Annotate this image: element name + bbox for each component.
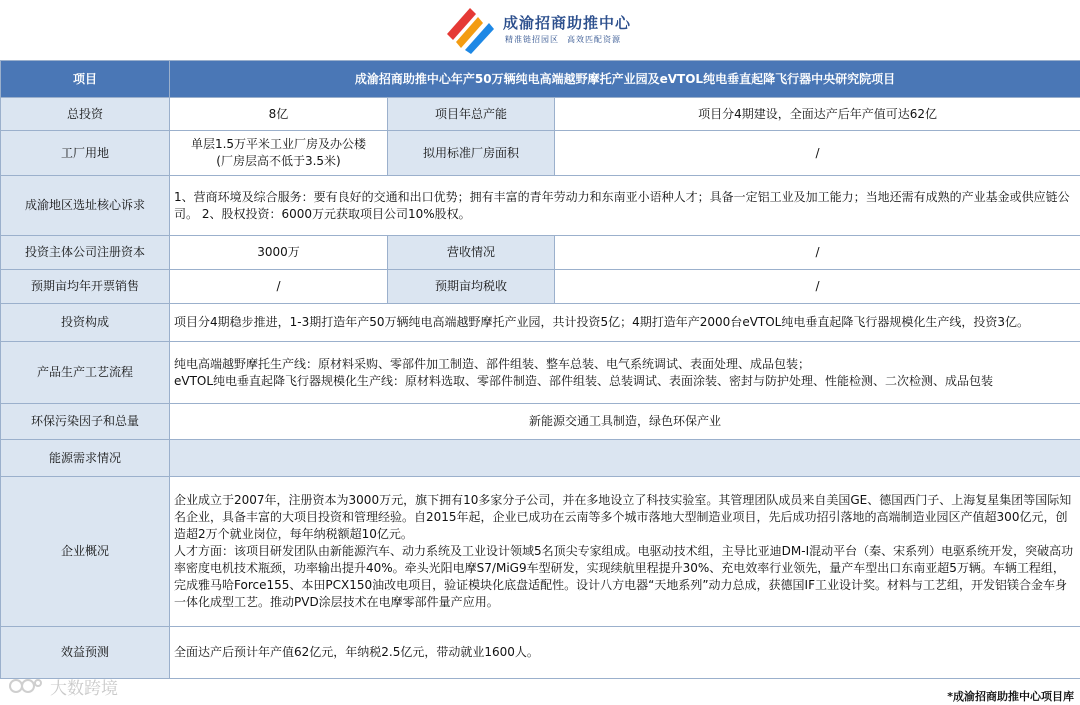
table-row [1,131,1080,176]
land-value [170,131,388,176]
company-para-intro: 企业成立于2007年，注册资本为3000万元，旗下拥有10多家分子公司，并在多地设立了科技实验室。其管理团队成员来自美国GE、德国西门子、上海复星集团等国际知名企业，具备丰富的大项目投资和管理经验。自2015年起，企业已成功在云南等多个城市落地大型制造业项目，先后成功招引落地的高端制造业园区产值超300亿元，创造超2万个就业岗位，每年纳税额超10亿元。 [174,493,1072,541]
benefit-label: 效益预测 [1,627,170,679]
benefit-value: 全面达产后预计年产值62亿元，年纳税2.5亿元，带动就业1600人。 [170,627,1080,679]
tax-per-mu-label: 预期亩均税收 [388,270,555,304]
table-row [1,304,1080,342]
composition-value: 项目分4期稳步推进，1-3期打造年产50万辆纯电高端越野摩托产业园，共计投资5亿；4期打造年产2000台eVTOL纯电垂直起降飞行器规模化生产线，投资3亿。 [170,304,1080,342]
table-header-row [1,61,1080,98]
company-para-talent: 人才方面：该项目研发团队由新能源汽车、动力系统及工业设计领域5名顶尖专家组成。电驱动技术组，主导比亚迪DM-I混动平台（秦、宋系列）电驱系统开发，突破高功率密度电机技术瓶颈，功率输出提升40%。牵头光阳电摩S7/MiG9车型研发，实现续航里程提升30%、充电效率行业领先，量产车型出口东南亚超5万辆。车辆工程组，完成雅马哈Force155、本田PCX150油改电项目，验证模块化底盘适配性。设计八方电器“天地系列”动力总成，获德国IF工业设计奖。材料与工艺组，开发铝镁合金车身一体化成型工艺。推动PVD涂层技术在电摩零部件量产应用。 [174,544,1074,609]
brand-tagline-right: 高效匹配资源 [567,35,621,44]
site-demand-value: 1、营商环境及综合服务：要有良好的交通和出口优势；拥有丰富的青年劳动力和东南亚小语种人才；具备一定铝工业及加工能力；当地还需有成熟的产业基金或供应链公司。 2、股权投资：6000万元获取项目公司10%股权。 [170,176,1080,236]
standard-plant-value: / [555,131,1080,176]
table-row [1,98,1080,131]
watermark-logo-icon [8,675,44,697]
standard-plant-label: 拟用标准厂房面积 [388,131,555,176]
composition-label: 投资构成 [1,304,170,342]
land-value-line2: (厂房层高不低于3.5米) [216,154,341,168]
brand-tagline-left: 精准链招园区 [505,35,559,44]
source-note: *成渝招商助推中心项目库 [947,690,1074,703]
table-row [1,440,1080,477]
registered-capital-value: 3000万 [170,236,388,270]
table-row [1,236,1080,270]
table-row [1,342,1080,404]
table-row [1,176,1080,236]
brand-name: 成渝招商助推中心 [503,14,632,32]
annual-capacity-label: 项目年总产能 [388,98,555,131]
sales-per-mu-value: / [170,270,388,304]
table-row [1,627,1080,679]
env-value: 新能源交通工具制造，绿色环保产业 [170,404,1080,440]
brand-tagline [505,34,621,45]
project-title: 成渝招商助推中心年产50万辆纯电高端越野摩托产业园及eVTOL纯电垂直起降飞行器中央研究院项目 [170,61,1080,98]
sales-per-mu-label: 预期亩均年开票销售 [1,270,170,304]
land-value-line1: 单层1.5万平米工业厂房及办公楼 [190,137,367,151]
table-row [1,477,1080,627]
process-line-evtol: eVTOL纯电垂直起降飞行器规模化生产线：原材料选取、零部件制造、部件组装、总装调试、表面涂装、密封与防护处理、性能检测、二次检测、成品包装 [174,373,994,388]
env-label: 环保污染因子和总量 [1,404,170,440]
table-row [1,270,1080,304]
annual-capacity-value: 项目分4期建设，全面达产后年产值可达62亿 [555,98,1080,131]
revenue-label: 营收情况 [388,236,555,270]
tax-per-mu-value: / [555,270,1080,304]
revenue-value: / [555,236,1080,270]
energy-label: 能源需求情况 [1,440,170,477]
company-label: 企业概况 [1,477,170,627]
table-row [1,404,1080,440]
process-label: 产品生产工艺流程 [1,342,170,404]
header-label: 项目 [1,61,170,98]
site-demand-label: 成渝地区选址核心诉求 [1,176,170,236]
registered-capital-label: 投资主体公司注册资本 [1,236,170,270]
project-info-table [0,60,1080,679]
header [0,0,1080,60]
process-value [170,342,1080,404]
brand-logo-icon [444,4,496,54]
watermark [8,671,118,701]
process-line-motorcycle: 纯电高端越野摩托生产线：原材料采购、零部件加工制造、部件组装、整车总装、电气系统调试、表面处理、成品包装； [174,356,811,371]
land-label: 工厂用地 [1,131,170,176]
energy-value [170,440,1080,477]
total-investment-value: 8亿 [170,98,388,131]
company-value [170,477,1080,627]
total-investment-label: 总投资 [1,98,170,131]
watermark-text: 大数跨境 [50,678,118,699]
